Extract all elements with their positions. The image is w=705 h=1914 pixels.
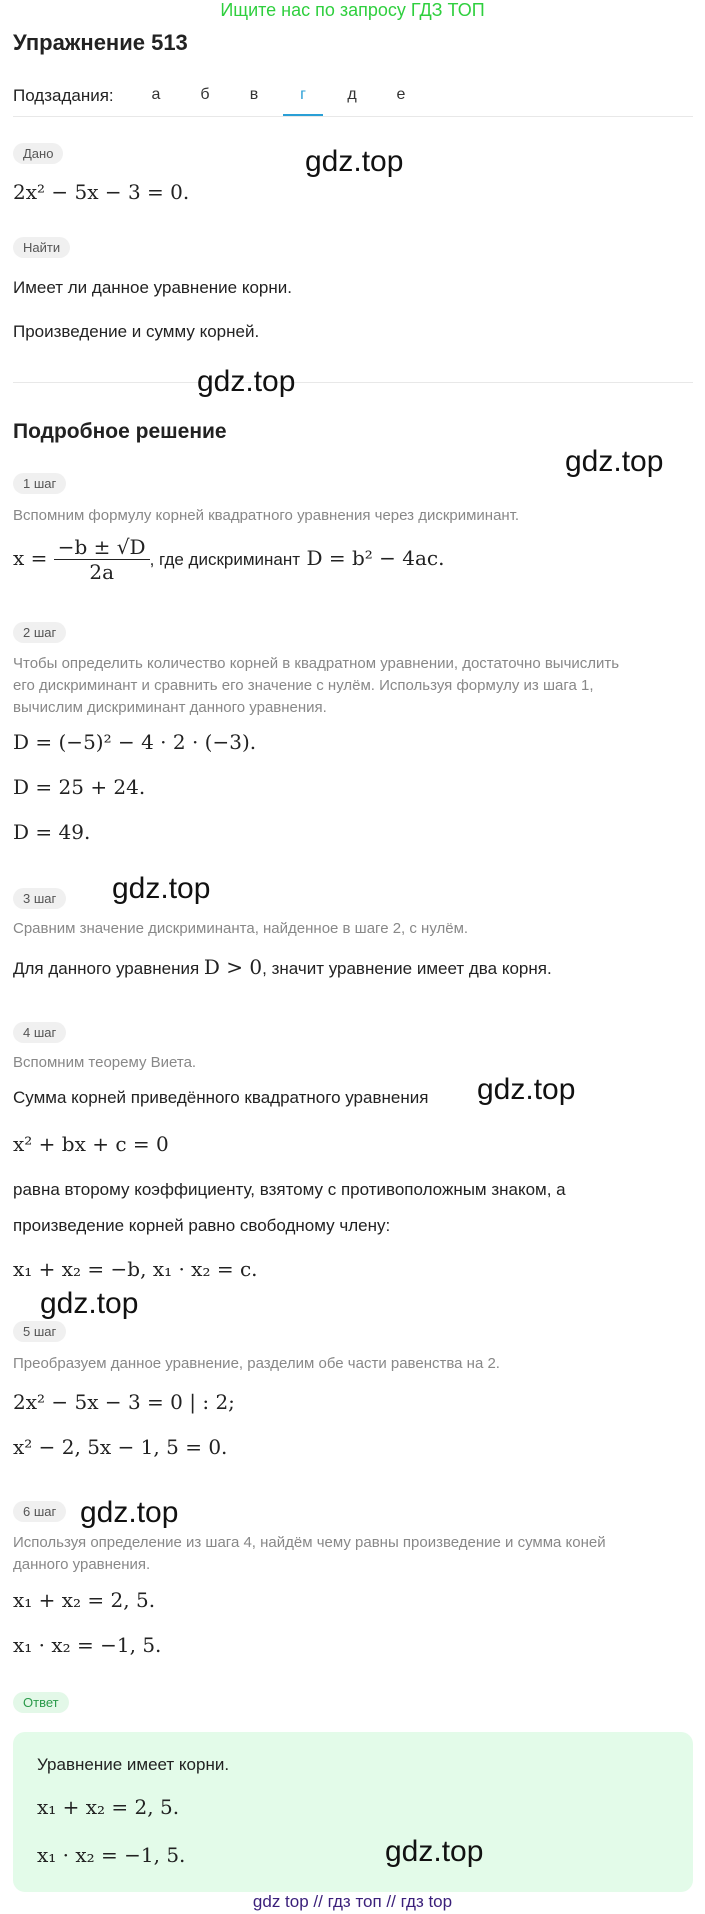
subtask-tab-d[interactable]: д: [347, 86, 357, 103]
step1-pill: 1 шаг: [13, 473, 66, 494]
step1-formula-mid: , где дискриминант: [149, 550, 301, 569]
step4-line-3: произведение корней равно свободному члену:: [13, 1216, 391, 1235]
watermark: gdz.top: [385, 1835, 484, 1868]
page-title: Упражнение 513: [13, 30, 188, 55]
subtask-tab-v[interactable]: в: [249, 86, 259, 103]
step3-text: Сравним значение дискриминанта, найденное в шаге 2, с нулём.: [13, 920, 469, 937]
step5-pill: 5 шаг: [13, 1321, 66, 1342]
step6-eq-2: x₁ · x₂ = −1, 5.: [13, 1633, 162, 1657]
step1-fraction-num: −b ± √D: [54, 535, 150, 560]
step2-eq-2: D = 25 + 24.: [13, 775, 146, 799]
step3-line: [13, 955, 552, 979]
step2-pill: 2 шаг: [13, 622, 66, 643]
watermark: gdz.top: [305, 145, 404, 178]
step1-formula-d: D = b² − 4ac.: [306, 546, 445, 570]
subtask-tab-e[interactable]: е: [396, 86, 406, 103]
tabs-divider: [13, 116, 693, 117]
step1-fraction-den: 2a: [89, 560, 114, 584]
watermark: gdz.top: [565, 445, 664, 478]
step1-text: Вспомним формулу корней квадратного уравнения через дискриминант.: [13, 507, 520, 524]
step4-eq-1: x² + bx + c = 0: [13, 1132, 169, 1156]
step2-eq-3: D = 49.: [13, 820, 91, 844]
solution-title: Подробное решение: [13, 420, 227, 443]
given-pill: Дано: [13, 143, 63, 164]
subtasks-label: Подзадания:: [13, 86, 114, 105]
watermark: gdz.top: [477, 1073, 576, 1106]
step3-line-math: D > 0: [203, 955, 263, 979]
step6-pill: 6 шаг: [13, 1501, 66, 1522]
step5-eq-1: 2x² − 5x − 3 = 0 | : 2;: [13, 1390, 235, 1414]
find-line-2: Произведение и сумму корней.: [13, 322, 260, 341]
step3-line-suffix: , значит уравнение имеет два корня.: [262, 959, 552, 978]
step6-eq-1: x₁ + x₂ = 2, 5.: [13, 1588, 156, 1612]
subtask-tab-a[interactable]: а: [151, 86, 161, 103]
promo-banner[interactable]: Ищите нас по запросу ГДЗ ТОП: [220, 0, 485, 20]
step4-pill: 4 шаг: [13, 1022, 66, 1043]
section-divider: [13, 382, 693, 383]
subtask-tab-g[interactable]: г: [300, 86, 306, 103]
watermark: gdz.top: [197, 365, 296, 398]
step2-text-3: вычислим дискриминант данного уравнения.: [13, 699, 327, 716]
step2-text-1: Чтобы определить количество корней в квадратном уравнении, достаточно вычислить: [13, 655, 620, 672]
step1-formula-prefix: x =: [13, 546, 48, 570]
answer-eq-2: x₁ · x₂ = −1, 5.: [37, 1843, 186, 1867]
step3-line-prefix: Для данного уравнения: [13, 959, 200, 978]
step5-text: Преобразуем данное уравнение, разделим обе части равенства на 2.: [13, 1355, 500, 1372]
step4-line-1: Сумма корней приведённого квадратного уравнения: [13, 1088, 429, 1107]
step3-pill: 3 шаг: [13, 888, 66, 909]
footer-links[interactable]: gdz top // гдз топ // гдз top: [252, 1892, 453, 1911]
step1-formula: [13, 535, 444, 584]
watermark: gdz.top: [40, 1287, 139, 1320]
find-pill: Найти: [13, 237, 70, 258]
given-equation: 2x² − 5x − 3 = 0.: [13, 180, 190, 204]
find-line-1: Имеет ли данное уравнение корни.: [13, 278, 292, 297]
watermark: gdz.top: [80, 1496, 179, 1529]
step4-line-2: равна второму коэффициенту, взятому с противоположным знаком, а: [13, 1180, 566, 1199]
answer-line-1: Уравнение имеет корни.: [37, 1755, 230, 1774]
step4-text: Вспомним теорему Виета.: [13, 1054, 197, 1071]
step2-text-2: его дискриминант и сравнить его значение с нулём. Используя формулу из шага 1,: [13, 677, 594, 694]
answer-eq-1: x₁ + x₂ = 2, 5.: [37, 1795, 180, 1819]
subtask-tab-b[interactable]: б: [200, 86, 210, 103]
step5-eq-2: x² − 2, 5x − 1, 5 = 0.: [13, 1435, 228, 1459]
step2-eq-1: D = (−5)² − 4 · 2 · (−3).: [13, 730, 257, 754]
step6-text-2: данного уравнения.: [13, 1556, 151, 1573]
step6-text-1: Используя определение из шага 4, найдём чему равны произведение и сумма коней: [13, 1534, 606, 1551]
answer-pill: Ответ: [13, 1692, 69, 1713]
step4-eq-2: x₁ + x₂ = −b, x₁ · x₂ = c.: [13, 1257, 258, 1281]
watermark: gdz.top: [112, 872, 211, 905]
step1-fraction: [54, 535, 150, 584]
